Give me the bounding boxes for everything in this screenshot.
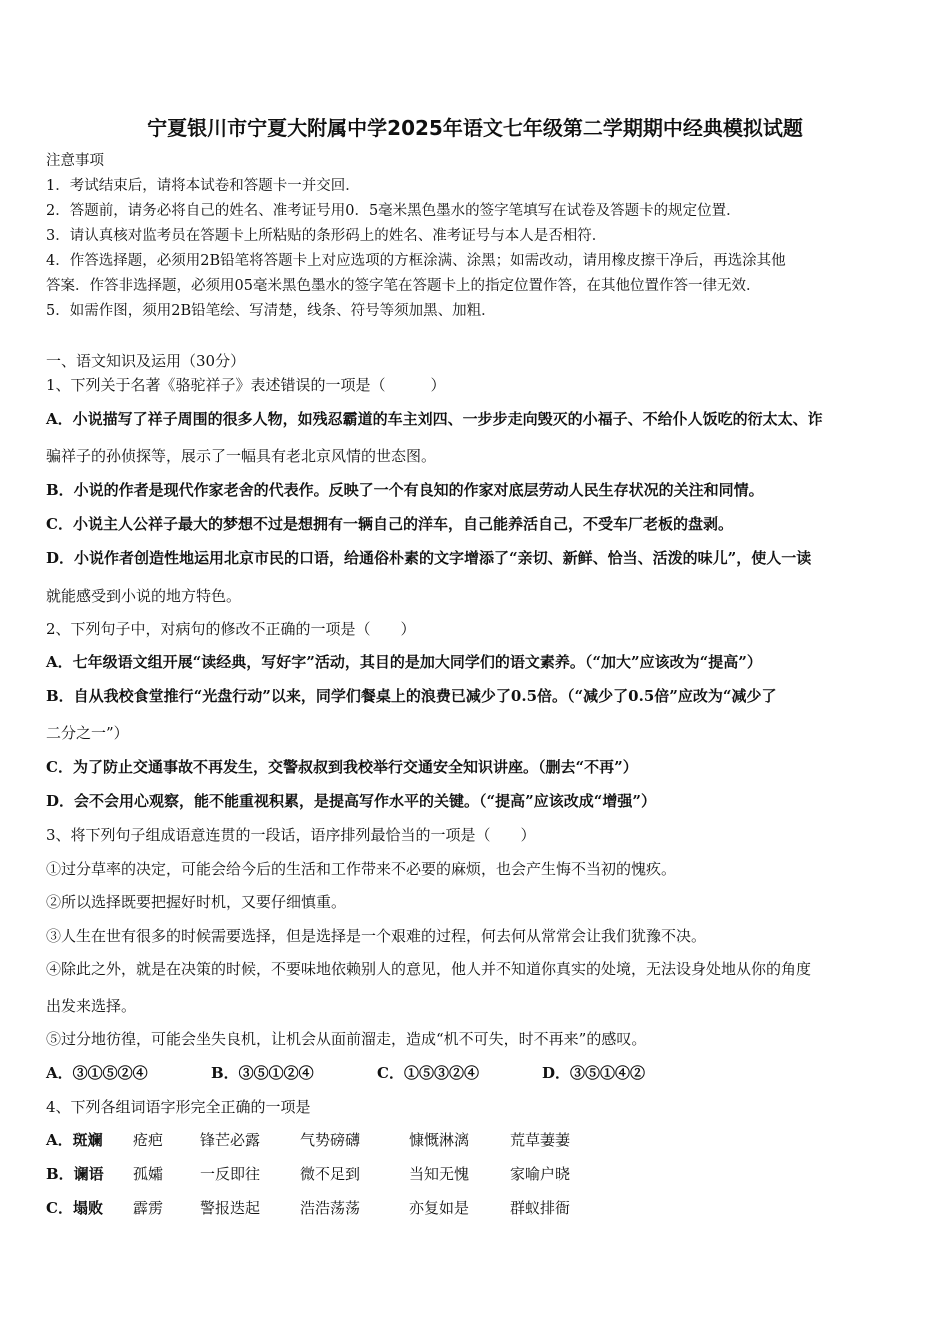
question-4-word: 疮疤: [133, 1131, 164, 1149]
notice-line: 4．作答选择题，必须用2B铅笔将答题卡上对应选项的方框涂满、涂黑；如需改动，请用橡皮擦干净后，再选涂其他: [46, 253, 786, 269]
question-4-word: 群蚁排衙: [510, 1199, 571, 1217]
question-4-word: 慷慨淋漓: [409, 1131, 470, 1149]
question-3-option-b: B．③⑤①②④: [211, 1064, 314, 1082]
question-3-stem: 3、将下列句子组成语意连贯的一段话，语序排列最恰当的一项是（ ）: [46, 826, 536, 844]
question-4-word: 亦复如是: [409, 1199, 470, 1217]
question-4-word: 锋芒必露: [200, 1131, 261, 1149]
question-1-option-a: A．小说描写了祥子周围的很多人物，如残忍霸道的车主刘四、一步步走向毁灭的小福子、不给仆人饭吃的衍太太、诈: [46, 410, 823, 428]
section-heading: 一、语文知识及运用（30分）: [46, 352, 246, 370]
question-1-option-b: B．小说的作者是现代作家老舍的代表作。反映了一个有良知的作家对底层劳动人民生存状况的关注和同情。: [46, 481, 764, 499]
question-4-word: 警报迭起: [200, 1199, 261, 1217]
question-3-sentence: ③人生在世有很多的时候需要选择，但是选择是一个艰难的过程，何去何从常常会让我们犹豫不决。: [46, 927, 707, 945]
question-4-word: 家喻户晓: [510, 1165, 571, 1183]
notice-heading: 注意事项: [46, 153, 104, 169]
question-1-stem: 1、下列关于名著《骆驼祥子》表述错误的一项是（ ）: [46, 376, 446, 394]
question-4-word: 霹雳: [133, 1199, 164, 1217]
question-3-sentence-cont: 出发来选择。: [46, 997, 137, 1015]
question-1-option-d-cont: 就能感受到小说的地方特色。: [46, 587, 242, 605]
question-4-word: 浩浩荡荡: [300, 1199, 361, 1217]
question-2-option-d: D．会不会用心观察，能不能重视积累，是提高写作水平的关键。（“提高”应该改成“增强”）: [46, 792, 657, 810]
question-1-option-d: D．小说作者创造性地运用北京市民的口语，给通俗朴素的文字增添了“亲切、新鲜、恰当、活泼的味儿”，使人一读: [46, 549, 812, 567]
question-2-stem: 2、下列句子中，对病句的修改不正确的一项是（ ）: [46, 620, 416, 638]
question-4-word: 一反即往: [200, 1165, 261, 1183]
question-3-option-a: A．③①⑤②④: [46, 1064, 148, 1082]
question-4-word: A．斑斓: [46, 1131, 103, 1149]
question-3-sentence: ⑤过分地彷徨，可能会坐失良机，让机会从面前溜走，造成“机不可失，时不再来”的感叹。: [46, 1030, 647, 1048]
page-title: 宁夏银川市宁夏大附属中学2025年语文七年级第二学期期中经典模拟试题: [147, 116, 803, 140]
question-3-option-c: C．①⑤③②④: [377, 1064, 479, 1082]
question-1-option-c: C．小说主人公祥子最大的梦想不过是想拥有一辆自己的洋车，自己能养活自己，不受车厂老板的盘剥。: [46, 515, 733, 533]
question-4-word: 气势磅礴: [300, 1131, 361, 1149]
question-4-stem: 4、下列各组词语字形完全正确的一项是: [46, 1098, 311, 1116]
question-4-word: 荒草萋萋: [510, 1131, 571, 1149]
question-3-sentence: ④除此之外，就是在决策的时候，不要味地依赖别人的意见，他人并不知道你真实的处境，无法设身处地从你的角度: [46, 960, 812, 978]
question-4-word: C．塌败: [46, 1199, 103, 1217]
notice-line: 1．考试结束后，请将本试卷和答题卡一并交回．: [46, 178, 360, 194]
question-2-option-b: B．自从我校食堂推行“光盘行动”以来，同学们餐桌上的浪费已减少了0.5倍。（“减少了0.5倍”应改为“减少了: [46, 687, 777, 705]
question-4-word: 孤孀: [133, 1165, 164, 1183]
question-4-word: 当知无愧: [409, 1165, 470, 1183]
question-3-option-d: D．③⑤①④②: [542, 1064, 646, 1082]
question-4-word: 微不足到: [300, 1165, 361, 1183]
notice-line: 5．如需作图，须用2B铅笔绘、写清楚，线条、符号等须加黑、加粗．: [46, 303, 496, 319]
notice-line: 答案．作答非选择题，必须用05毫米黑色墨水的签字笔在答题卡上的指定位置作答，在其他位置作答一律无效．: [46, 278, 761, 294]
question-3-sentence: ①过分草率的决定，可能会给今后的生活和工作带来不必要的麻烦，也会产生悔不当初的愧疚。: [46, 860, 677, 878]
question-4-word: B．谰语: [46, 1165, 104, 1183]
notice-line: 2．答题前，请务必将自己的姓名、准考证号用0．5毫米黑色墨水的签字笔填写在试卷及答题卡的规定位置．: [46, 203, 741, 219]
notice-line: 3．请认真核对监考员在答题卡上所粘贴的条形码上的姓名、准考证号与本人是否相符．: [46, 228, 607, 244]
question-3-sentence: ②所以选择既要把握好时机，又要仔细慎重。: [46, 893, 347, 911]
question-1-option-a-cont: 骗祥子的孙侦探等，展示了一幅具有老北京风情的世态图。: [46, 447, 437, 465]
question-2-option-b-cont: 二分之一”）: [46, 724, 129, 742]
question-2-option-c: C．为了防止交通事故不再发生，交警叔叔到我校举行交通安全知识讲座。（删去“不再”）: [46, 758, 638, 776]
question-2-option-a: A．七年级语文组开展“读经典，写好字”活动，其目的是加大同学们的语文素养。（“加大”应该改为“提高”）: [46, 653, 762, 671]
